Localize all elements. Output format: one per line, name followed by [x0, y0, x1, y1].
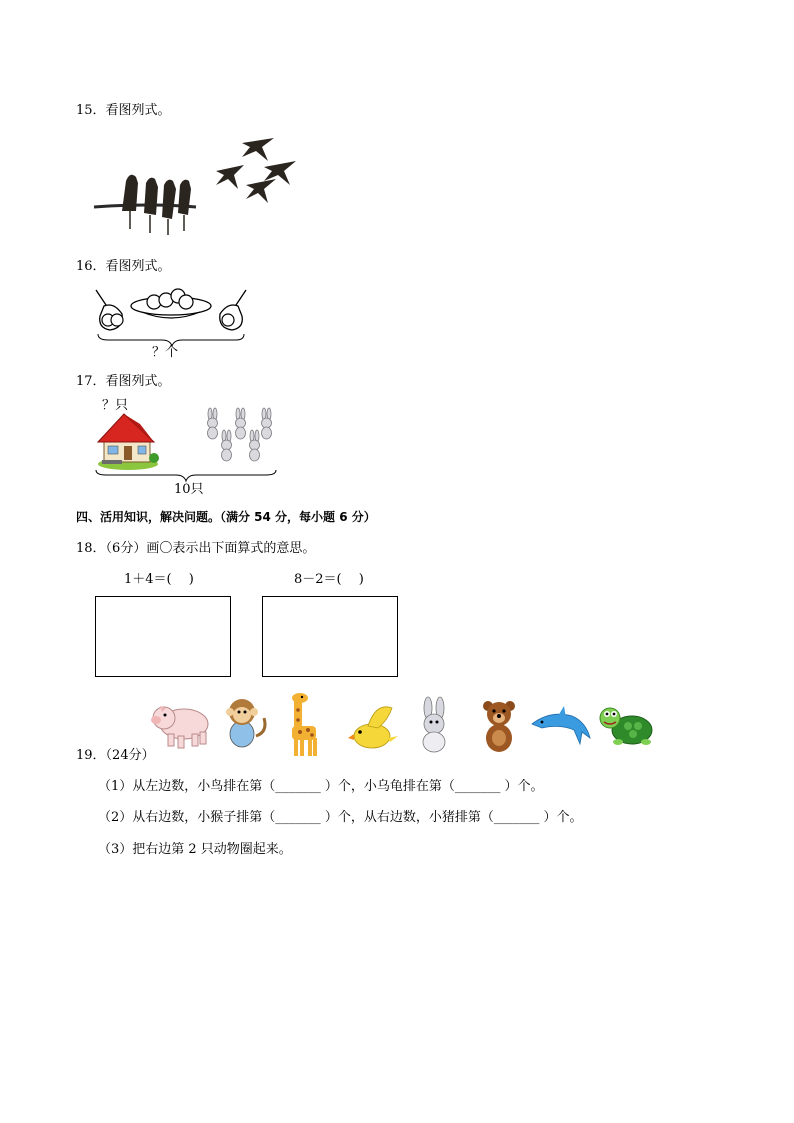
q16-brace-label: ？个 [152, 345, 179, 360]
q19-item-2: （2）从右边数，小猴子排第（_______ ）个，从右边数，小猪排第（_______ ）个。 [98, 810, 583, 825]
rabbits-illustration [200, 410, 280, 470]
rabbit-icon [414, 698, 458, 754]
dolphin-icon [530, 704, 594, 748]
question-16-text: 16．看图列式。 [76, 259, 171, 274]
q17-top-label: ？只 [102, 398, 129, 413]
q19-item-3: （3）把右边第 2 只动物圈起来。 [98, 842, 292, 857]
house-icon [96, 410, 162, 472]
question-15-text: 15．看图列式。 [76, 103, 171, 118]
question-17-text: 17．看图列式。 [76, 374, 171, 389]
monkey-icon [220, 696, 268, 752]
swallows-illustration [92, 133, 302, 243]
section-4-heading: 四、活用知识，解决问题。（满分 54 分，每小题 6 分） [76, 510, 376, 524]
q18-equation-1: 1＋4＝( ) [124, 572, 194, 587]
bear-icon [480, 698, 518, 754]
pig-icon [150, 698, 212, 750]
q17-brace-label: 10只 [174, 482, 204, 497]
question-18-text: 18．（6分）画〇表示出下面算式的意思。 [76, 541, 316, 556]
q18-answer-box-1[interactable] [95, 596, 231, 677]
q18-answer-box-2[interactable] [262, 596, 398, 677]
q18-equation-2: 8－2＝( ) [294, 572, 364, 587]
bird-icon [348, 702, 400, 752]
dumplings-illustration [94, 284, 250, 346]
giraffe-icon [286, 690, 322, 758]
question-19-text: 19．（24分） [76, 748, 155, 763]
q19-item-1: （1）从左边数，小鸟排在第（_______ ）个，小乌龟排在第（_______ ）个。 [98, 779, 544, 794]
q17-brace [94, 470, 278, 482]
turtle-icon [598, 704, 654, 750]
